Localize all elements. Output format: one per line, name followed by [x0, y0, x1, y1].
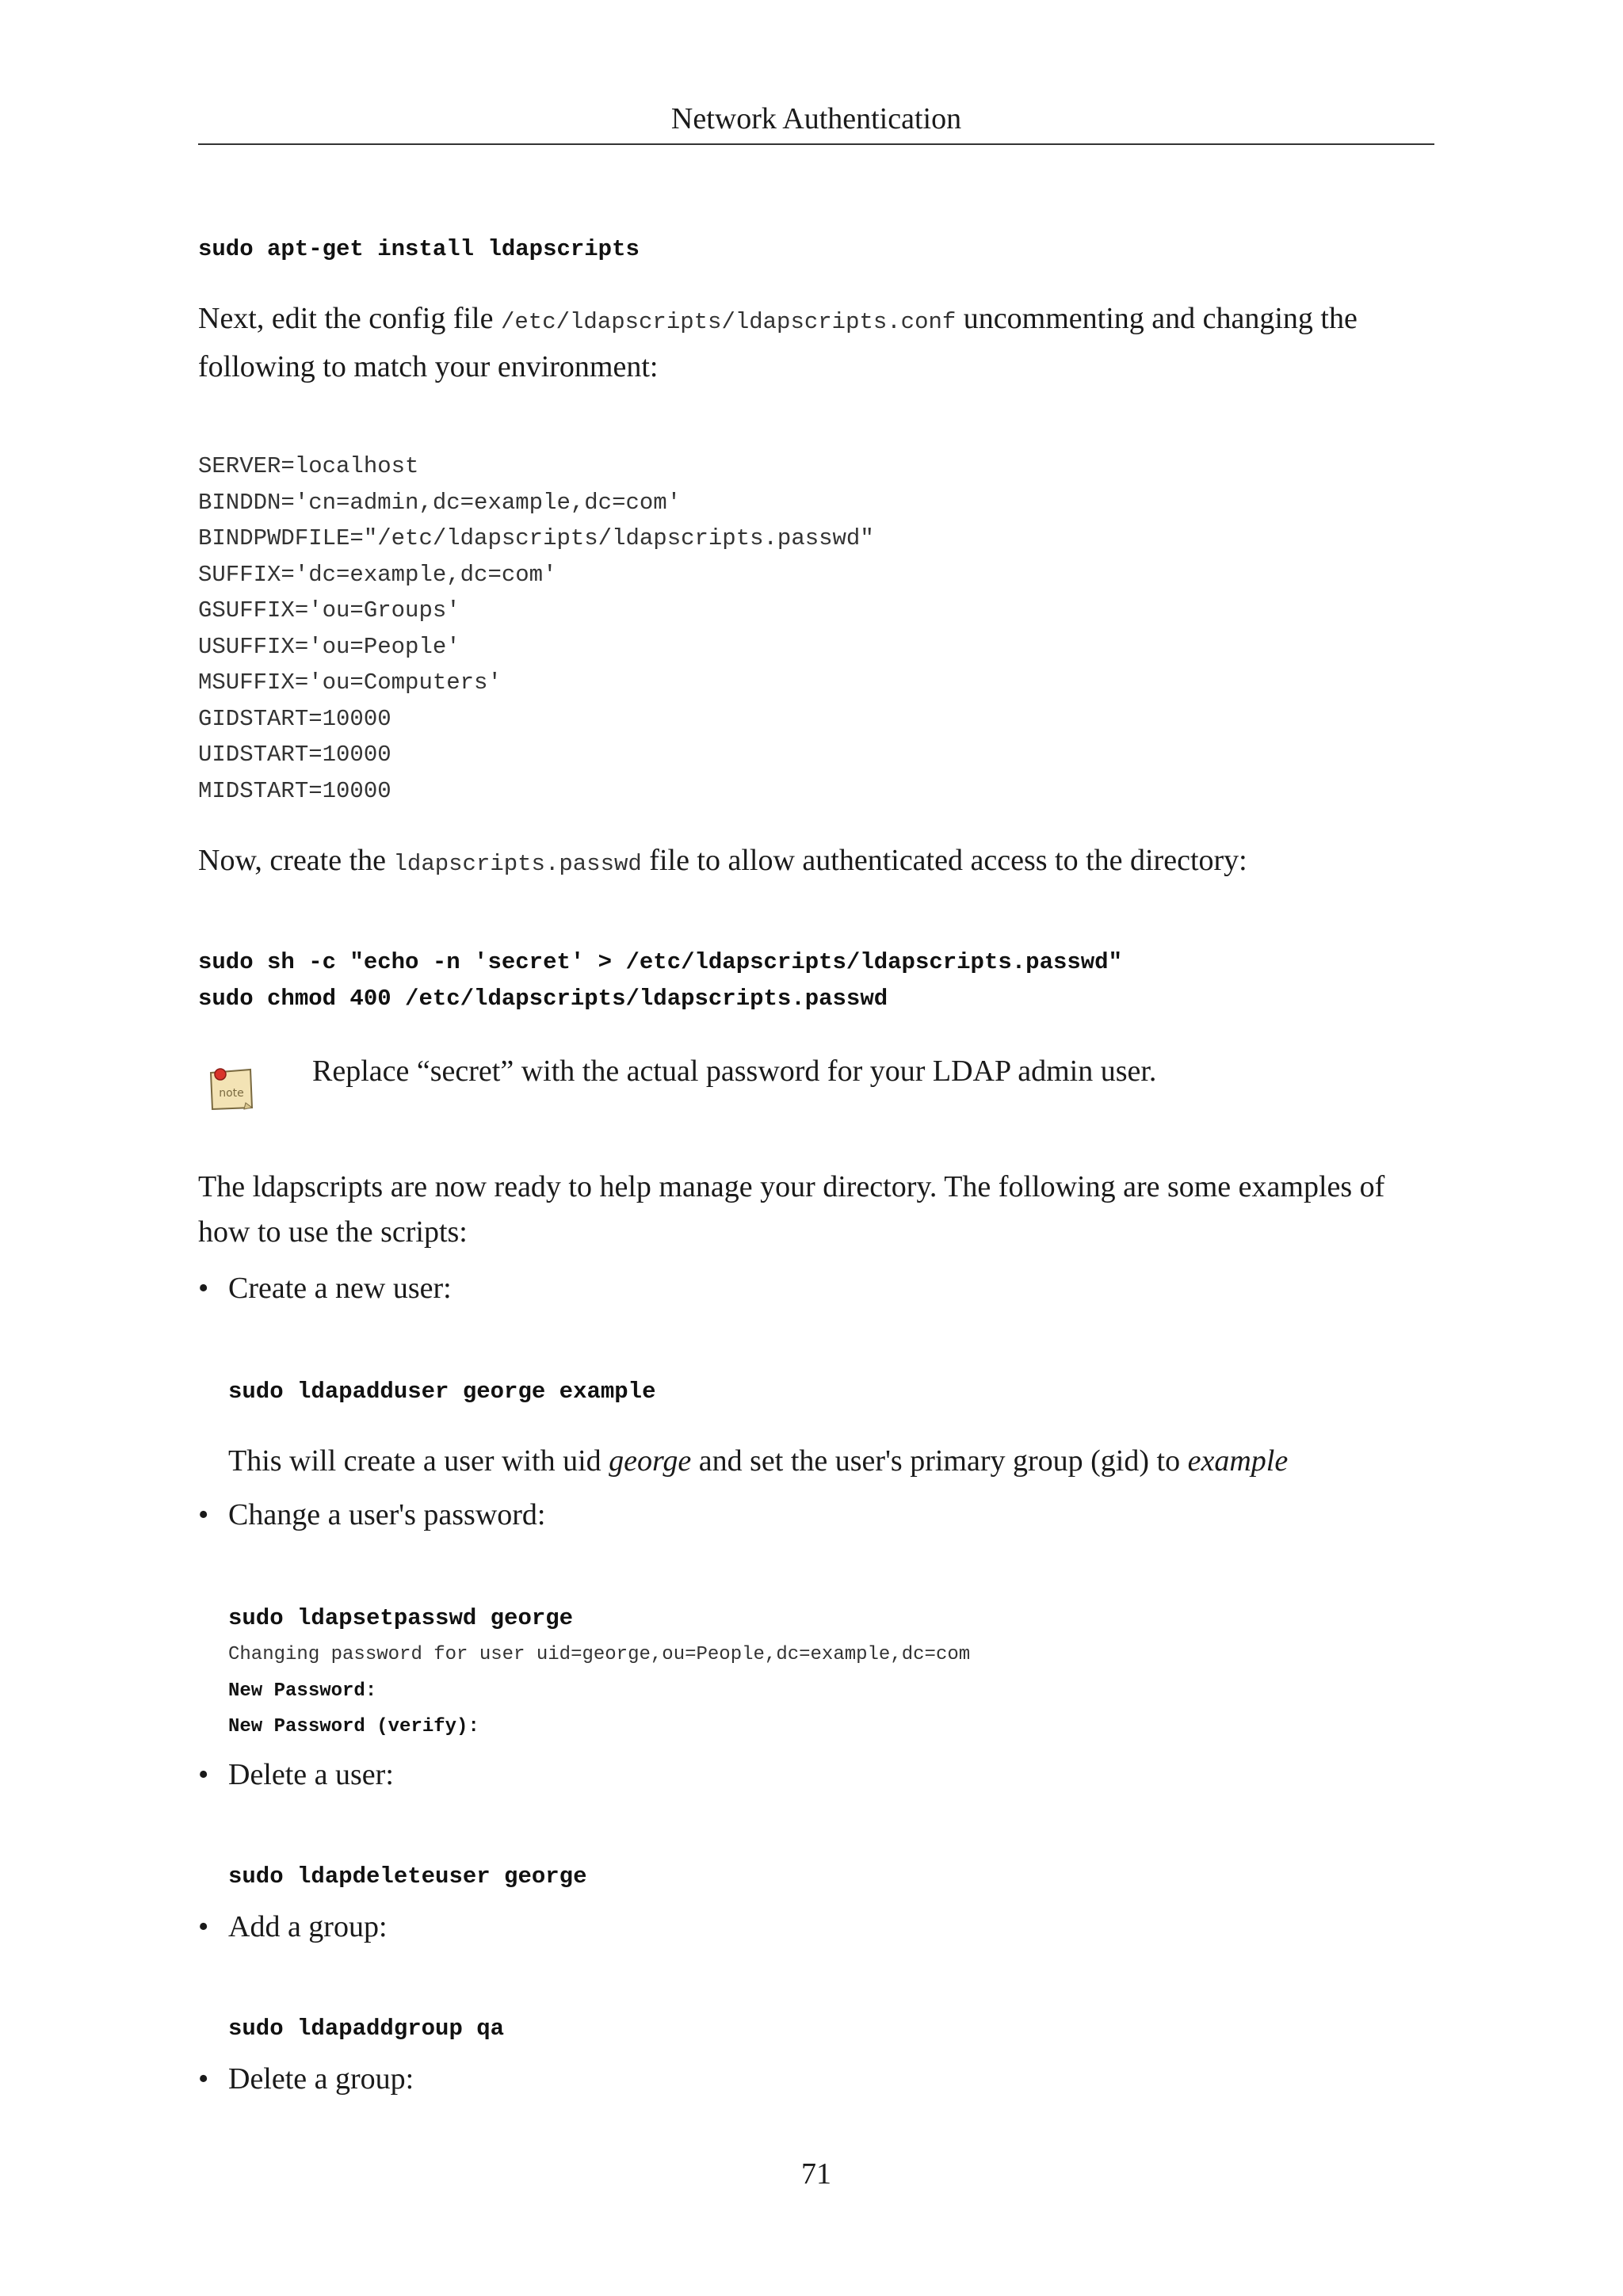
- config-line: MSUFFIX='ou=Computers': [198, 669, 502, 696]
- create-user-description: [228, 1439, 1434, 1484]
- add-group-command: sudo ldapaddgroup qa: [228, 2016, 505, 2042]
- page-header: Network Authentication: [670, 102, 962, 135]
- page-number: 71: [801, 2157, 831, 2191]
- change-password-command: sudo ldapsetpasswd george: [228, 1605, 574, 1631]
- delete-user-command: sudo ldapdeleteuser george: [228, 1863, 587, 1890]
- create-user-command: sudo ldapadduser george example: [228, 1379, 656, 1405]
- config-line: UIDSTART=10000: [198, 742, 391, 768]
- config-line: GIDSTART=10000: [198, 705, 391, 732]
- create-user-command-block: [228, 1374, 1434, 1410]
- desc-text: and set the user's primary group (gid) to: [691, 1444, 1188, 1478]
- bullet-label: Change a user's password:: [228, 1498, 546, 1531]
- passwd-command-block: [198, 944, 1434, 1017]
- config-line: SUFFIX='dc=example,dc=com': [198, 561, 557, 588]
- note-text: Replace “secret” with the actual password for your LDAP admin user.: [312, 1055, 1157, 1088]
- bullet-marker: •: [198, 2062, 209, 2096]
- bullet-marker: •: [198, 1910, 209, 1943]
- ready-paragraph: [198, 1165, 1434, 1255]
- config-line: BINDPWDFILE="/etc/ldapscripts/ldapscripts.passwd": [198, 525, 874, 551]
- bullet-delete-user: [198, 1753, 1434, 1798]
- config-line: SERVER=localhost: [198, 453, 419, 479]
- passwd-command: sudo sh -c "echo -n 'secret' > /etc/ldapscripts/ldapscripts.passwd": [198, 949, 1122, 975]
- desc-text: This will create a user with uid: [228, 1444, 609, 1478]
- bullet-label: Create a new user:: [228, 1272, 452, 1305]
- bullet-marker: •: [198, 1498, 209, 1531]
- config-line: GSUFFIX='ou=Groups': [198, 597, 460, 624]
- gid-value: example: [1187, 1444, 1289, 1478]
- edit-config-paragraph: [198, 296, 1434, 390]
- add-group-command-block: [228, 2011, 1434, 2047]
- ready-text: The ldapscripts are now ready to help manage your directory. The following are some examples of how to use the scripts:: [198, 1170, 1385, 1249]
- install-command-block: [198, 231, 1434, 268]
- bullet-add-group: [198, 1905, 1434, 1950]
- config-file-path: /etc/ldapscripts/ldapscripts.conf: [501, 309, 957, 335]
- config-line: BINDDN='cn=admin,dc=example,dc=com': [198, 489, 682, 516]
- uid-value: george: [609, 1444, 692, 1478]
- header-rule: [198, 143, 1434, 145]
- bullet-label: Add a group:: [228, 1910, 388, 1943]
- chmod-command: sudo chmod 400 /etc/ldapscripts/ldapscripts.passwd: [198, 986, 888, 1012]
- verify-password-prompt: New Password (verify):: [228, 1716, 479, 1737]
- bullet-label: Delete a group:: [228, 2062, 414, 2096]
- passwd-file-name: ldapscripts.passwd: [393, 851, 642, 877]
- bullet-delete-group: [198, 2057, 1434, 2102]
- bullet-label: Delete a user:: [228, 1758, 394, 1791]
- edit-para-before: Next, edit the config file: [198, 302, 501, 335]
- bullet-marker: •: [198, 1272, 209, 1305]
- config-line: MIDSTART=10000: [198, 777, 391, 804]
- delete-user-command-block: [228, 1859, 1434, 1895]
- passwd-para-after: file to allow authenticated access to the directory:: [641, 844, 1247, 877]
- note-icon-label: note: [219, 1087, 244, 1100]
- bullet-create-user: [198, 1266, 1434, 1311]
- bullet-change-password: [198, 1493, 1434, 1538]
- note-icon: [208, 1065, 255, 1112]
- new-password-prompt: New Password:: [228, 1680, 377, 1702]
- install-command: sudo apt-get install ldapscripts: [198, 236, 640, 262]
- config-code-block: [198, 448, 1434, 809]
- edit-para-after: uncommenting and changing the following to match your environment:: [198, 302, 1358, 383]
- bullet-marker: •: [198, 1758, 209, 1791]
- passwd-para-before: Now, create the: [198, 844, 394, 877]
- change-password-output: Changing password for user uid=george,ou=People,dc=example,dc=com: [228, 1644, 971, 1665]
- config-line: USUFFIX='ou=People': [198, 633, 460, 660]
- change-password-block: [228, 1600, 1434, 1745]
- passwd-paragraph: [198, 838, 1434, 887]
